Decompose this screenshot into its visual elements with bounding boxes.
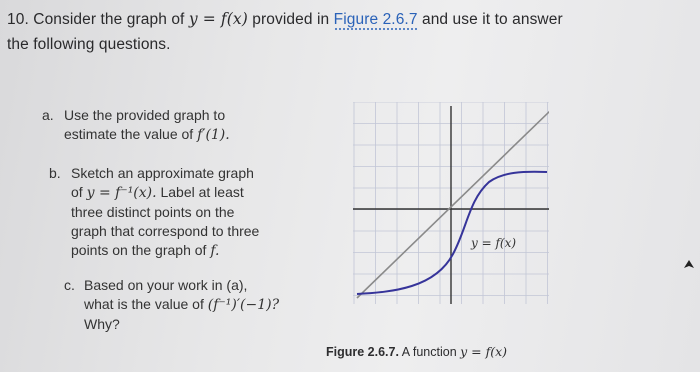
question-text-3: and use it to answer [421,11,563,28]
part-c-marker: c. [64,277,75,293]
part-b-line-1: Sketch an approximate graph [71,165,254,181]
figure-caption [326,344,507,359]
part-a-line-2-text: estimate the value of [64,126,194,142]
part-c-body [84,276,279,334]
question-math-1: y = f(x) [188,10,248,28]
part-b-line-2 [71,183,259,203]
part-b-line-2-pre: of [71,184,83,200]
part-b-line-4: graph that correspond to three [71,223,260,239]
figure-link[interactable]: Figure 2.6.7 [333,11,418,28]
question-text-2: provided in [252,11,330,28]
part-a-line-1: Use the provided graph to [64,107,226,123]
part-c-line-3: Why? [84,316,120,332]
question-line-1 [7,10,563,29]
identity-line [357,110,549,298]
part-b-marker: b. [49,165,61,181]
caption-math: y = f(x) [460,344,508,359]
part-b-line-3: three distinct points on the [71,204,235,220]
function-curve [357,172,547,294]
part-c-line-2-text: what is the value of [84,296,204,312]
caption-text: A function [401,345,457,359]
part-c-line-1: Based on your work in (a), [84,277,248,293]
part-c-math: (f⁻¹)′(−1)? [207,297,280,313]
function-graph [353,102,549,304]
part-a-body [64,106,230,145]
question-number: 10. [7,11,29,28]
part-b-line-5 [71,241,259,261]
question-text-1: Consider the graph of [33,11,185,28]
part-b-line-2-post: Label at least [160,184,244,200]
caption-figure-number: Figure 2.6.7. [326,345,399,359]
part-b-line-5-text: points on the graph of [71,242,207,258]
question-line-2: the following questions. [7,36,171,53]
curve-label: y = f(x) [471,236,517,250]
part-a-line-2 [64,125,230,145]
arrow-cursor-icon [684,260,694,270]
part-b-math: y = f⁻¹(x). [86,185,157,201]
part-b-body [71,164,259,261]
part-b-line-5-math: f. [210,243,220,259]
part-c-line-2 [84,295,279,315]
part-a-marker: a. [42,107,54,123]
part-a-math: f′(1). [197,127,230,143]
